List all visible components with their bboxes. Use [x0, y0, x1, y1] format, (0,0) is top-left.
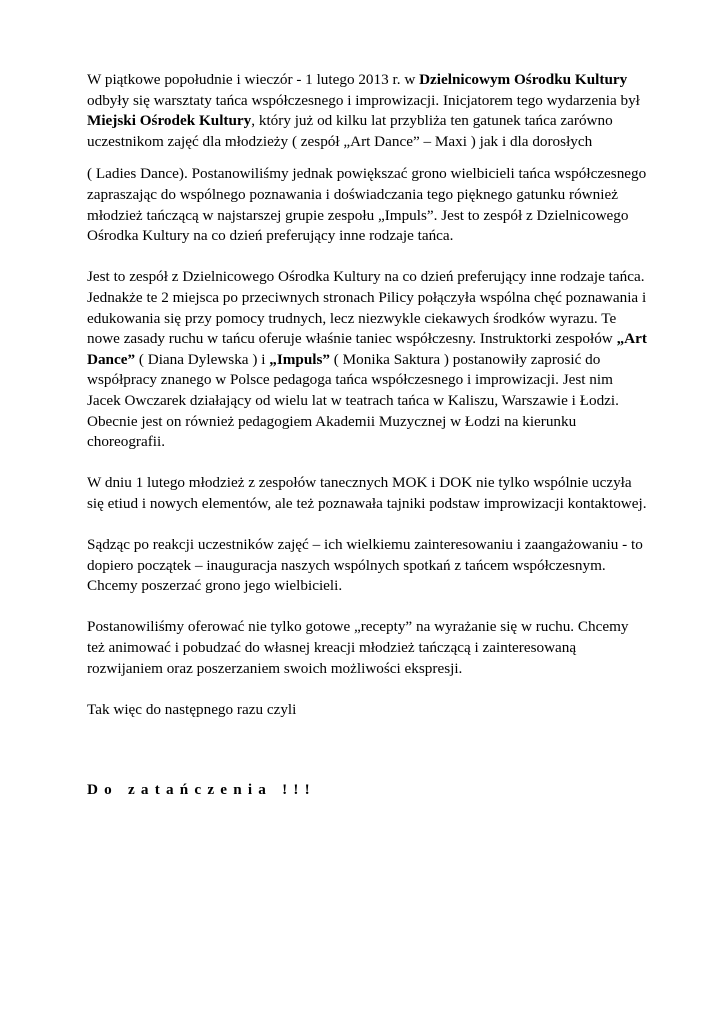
spacer: [87, 720, 647, 760]
paragraph-instructors-text-3: ( Monika Saktura ) postanowiły zaprosić do współpracy znanego w Polsce pedagoga tańca współczesnego i improwizacji. Jest nim Jacek Owczarek działający od wielu lat w teatrach tańca w Kaliszu, Warszawie i Łodzi. Obecnie jest on również pedagogiem Akademii Muzycznej w Łodzi na kierunku choreografii.: [87, 350, 619, 451]
paragraph-instructors-text-2: ( Diana Dylewska ) i: [135, 350, 270, 368]
document-body: [87, 70, 647, 822]
closing-line: Do zatańczenia !!!: [87, 781, 316, 799]
spacer-2: [87, 760, 647, 780]
paragraph-intro-text-1: W piątkowe popołudnie i wieczór - 1 lutego 2013 r. w: [87, 71, 420, 88]
paragraph-intro-text-2: odbyły się warsztaty tańca współczesnego i improwizacji. Inicjatorem tego wydarzenia był: [87, 91, 640, 109]
dok-name-bold: Dzielnicowym Ośrodku Kultury: [419, 71, 628, 88]
paragraph-next-time: Tak więc do następnego razu czyli: [87, 700, 297, 718]
paragraph-intro: [87, 70, 647, 152]
mok-name-bold: Miejski Ośrodek Kultury: [87, 112, 252, 130]
art-dance-bold: „Art Dance”: [87, 330, 647, 368]
paragraph-instructors: [87, 267, 647, 452]
paragraph-workshop-day: W dniu 1 lutego młodzież z zespołów tanecznych MOK i DOK nie tylko wspólnie uczyła się etiud i nowych elementów, ale też poznawała tajniki podstaw improwizacji kontaktowej.: [87, 474, 647, 512]
paragraph-instructors-text-1: Jest to zespół z Dzielnicowego Ośrodka Kultury na co dzień preferujący inne rodzaje tańca. Jednakże te 2 miejsca po przeciwnych stronach Pilicy połączyła wspólna chęć poznawania i edukowania się przy pomocy trudnych, lecz niezwykle ciekawych środków wyrazu. Te nowe zasady ruchu w tańcu oferuje właśnie taniec współczesny. Instruktorki zespołów: [87, 268, 647, 348]
paragraph-reaction: Sądząc po reakcji uczestników zajęć – ich wielkiemu zainteresowaniu i zaangażowaniu - to dopiero początek – inauguracja naszych wspólnych spotkań z tańcem współczesnym. Chcemy poszerzać grono jego wielbicieli.: [87, 536, 643, 595]
paragraph-ladies-dance: ( Ladies Dance). Postanowiliśmy jednak powiększać grono wielbicieli tańca współczesnego zapraszając do wspólnego poznawania i doświadczania tego pięknego gatunku również młodzież tańczącą w najstarszej grupie zespołu „Impuls”. Jest to zespół z Dzielnicowego Ośrodka Kultury na co dzień preferujący inne rodzaje tańca.: [87, 165, 647, 245]
paragraph-recipes: Postanowiliśmy oferować nie tylko gotowe „recepty” na wyrażanie się w ruchu. Chcemy też animować i pobudzać do własnej kreacji młodzież tańczącą i zainteresowaną rozwijaniem oraz poszerzaniem swoich możliwości ekspresji.: [87, 618, 629, 677]
impuls-bold: „Impuls”: [269, 350, 330, 368]
paragraph-intro-text-3: , który już od kilku lat przybliża ten gatunek tańca zarówno uczestnikom zajęć dla młodzieży ( zespół „Art Dance” – Maxi ) jak i dla dorosłych: [87, 112, 613, 150]
